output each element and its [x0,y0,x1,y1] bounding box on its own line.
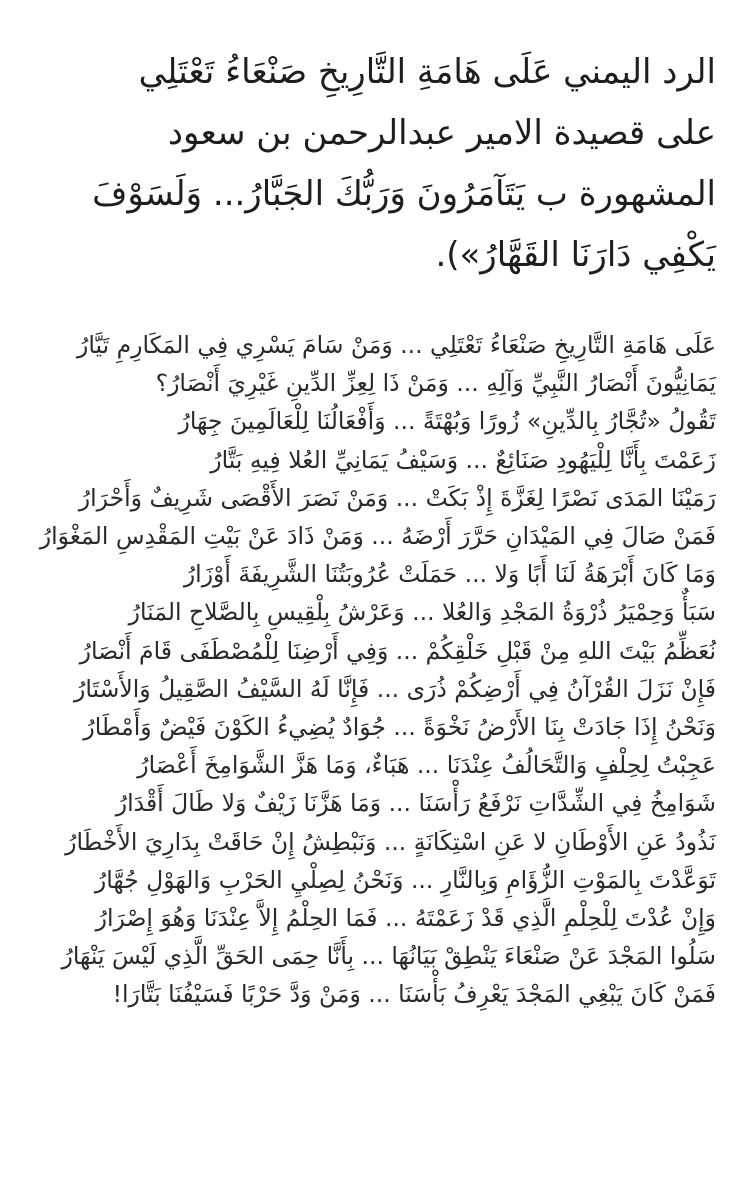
poem-verse: نَذُودُ عَنِ الأَوْطَانِ لا عَنِ اسْتِكَانَةٍ ... وَنَبْطِشُ إِنْ حَاقَتْ بِدَارِيَ الأَخْطَارُ [65,827,716,856]
title-line: الرد اليمني عَلَى هَامَةِ التَّارِيخِ صَنْعَاءُ تَعْتَلِي [138,52,716,92]
poem-verse: زَعَمْتَ بِأَنَّا لِلْيَهُودِ صَنَائِعٌ ... وَسَيْفُ يَمَانِيِّ العُلا فِيهِ بَتَّارُ [210,445,716,474]
document-title [18,42,716,286]
poem-verse: رَمَيْنَا المَدَى نَصْرًا لِغَزَّةَ إِذْ بَكَتْ ... وَمَنْ نَصَرَ الأَقْصَى شَرِيفٌ وَأَحْرَارُ [78,483,716,512]
title-line: المشهورة ب يَتَآمَرُونَ وَرَبُّكَ الجَبَّارُ... وَلَسَوْفَ [92,174,716,214]
poem-verse: تَوَعَّدْتَ بِالمَوْتِ الزُّؤَامِ وَبِالنَّارِ ... وَنَحْنُ لِصِلْيِ الحَرْبِ وَالهَوْلِ جُهَّارُ [94,865,716,894]
poem-verse: يَمَانِيُّونَ أَنْصَارُ النَّبِيِّ وَآلِهِ ... وَمَنْ ذَا لِعِزِّ الدِّينِ غَيْرِيَ أَنْصَارُ؟ [155,369,716,398]
poem-verse: وَإِنْ عُدْتَ لِلْحِلْمِ الَّذِي قَدْ زَعَمْتَهُ ... فَمَا الحِلْمُ إِلاَّ عِنْدَنَا وَهُوَ إِصْرَارُ [95,904,716,933]
poem-body [18,326,716,1014]
poem-verse: فَمَنْ صَالَ فِي المَيْدَانِ حَرَّرَ أَرْضَهُ ... وَمَنْ ذَادَ عَنْ بَيْتِ المَقْدِسِ المَغْوَارُ [39,522,716,551]
title-line: على قصيدة الامير عبدالرحمن بن سعود [167,113,716,153]
title-line: يَكْفِي دَارَنَا القَهَّارُ»). [435,235,716,275]
poem-verse: عَلَى هَامَةِ التَّارِيخِ صَنْعَاءُ تَعْتَلِي ... وَمَنْ سَامَ يَسْرِي فِي المَكَارِمِ تَيَّارُ [77,331,716,359]
poem-verse: سَبَأٌ وَحِمْيَرُ ذُرْوَةُ المَجْدِ وَالعُلا ... وَعَرْشُ بِلْقِيسِ بِالصَّلاحِ المَنَارُ [128,598,716,627]
poem-verse: وَنَحْنُ إِذَا جَادَتْ بِنَا الأَرْضُ نَخْوَةً ... جُوَادٌ يُضِيءُ الكَوْنَ فَيْضٌ وَأَمْطَارُ [83,713,716,742]
poem-verse: وَمَا كَانَ أَبْرَهَةُ لَنَا أَبًا وَلا ... حَمَلَتْ عُرُوبَتُنَا الشَّرِيفَةَ أَوْزَارُ [183,560,716,589]
poem-verse: عَجِبْتُ لِحِلْفٍ وَالتَّحَالُفُ عِنْدَنَا ... هَبَاءٌ، وَمَا هَزَّ الشَّوَامِخَ أَعْصَارُ [137,751,716,780]
poem-verse: سَلُوا المَجْدَ عَنْ صَنْعَاءَ يَنْطِقْ بَيَانُهَا ... بِأَنَّا حِمَى الحَقِّ الَّذِي لَيْسَ يَنْهَارُ [61,942,716,971]
poem-verse: فَإِنْ نَزَلَ القُرْآنُ فِي أَرْضِكُمْ ذُرَى ... فَإِنَّا لَهُ السَّيْفُ الصَّقِيلُ وَالأَسْتَارُ [74,674,716,703]
poem-verse: تَقُولُ «تُجَّارُ بِالدِّينِ» زُورًا وَبُهْتَةً ... وَأَفْعَالُنَا لِلْعَالَمِينَ جِهَارُ [178,407,716,436]
poem-verse: فَمَنْ كَانَ يَبْغِي المَجْدَ يَعْرِفُ بَأْسَنَا ... وَمَنْ وَدَّ حَرْبًا فَسَيْفُنَا بَتَّارَا! [112,980,716,1009]
poem-verse: نُعَظِّمُ بَيْتَ اللهِ مِنْ قَبْلِ خَلْقِكُمْ ... وَفِي أَرْضِنَا لِلْمُصْطَفَى قَامَ أَنْصَارُ [79,636,716,665]
poem-verse: شَوَامِخُ فِي الشِّدَّاتِ نَرْفَعُ رَأْسَنَا ... وَمَا هَزَّنَا زَيْفٌ وَلا طَالَ أَقْدَارُ [115,789,716,818]
